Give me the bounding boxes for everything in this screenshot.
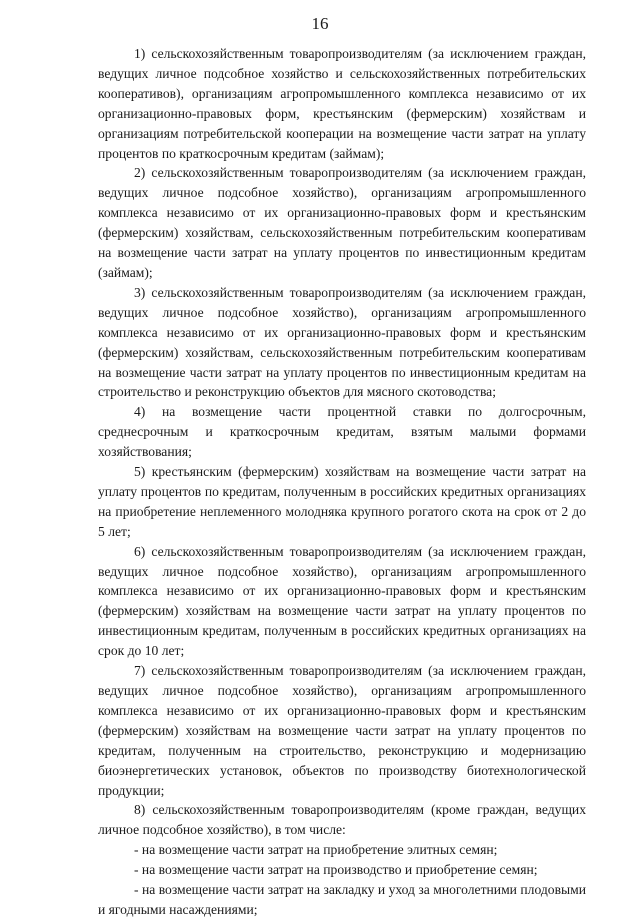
sub-item-seed-production: - на возмещение части затрат на производство и приобретение семян; — [134, 862, 538, 878]
list-item-6: 6) сельскохозяйственным товаропроизводителям (за исключением граждан, ведущих личное подсобное хозяйство), организациям агропромышленного комплекса независимо от их организационно-правовых форм и крестьянским (фермерским) хозяйствам на возмещение части затрат на уплату процентов по инвестиционным кредитам, полученным в российских кредитных организациях на срок до 10 лет; — [98, 543, 586, 659]
list-item-3: 3) сельскохозяйственным товаропроизводителям (за исключением граждан, ведущих личное подсобное хозяйство), организациям агропромышленного комплекса независимо от их организационно-правовых форм и крестьянским (фермерским) хозяйствам, сельскохозяйственным потребительским кооперативам на возмещение части затрат на уплату процентов по инвестиционным кредитам на строительство и реконструкцию объектов для мясного скотоводства; — [98, 284, 586, 400]
list-item-2: 2) сельскохозяйственным товаропроизводителям (за исключением граждан, ведущих личное подсобное хозяйство), организациям агропромышленного комплекса независимо от их организационно-правовых форм и крестьянским (фермерским) хозяйствам, сельскохозяйственным потребительским кооперативам на возмещение части затрат на уплату процентов по инвестиционным кредитам (займам); — [98, 165, 586, 280]
list-item-1: 1) сельскохозяйственным товаропроизводителям (за исключением граждан, ведущих личное подсобное хозяйство и сельскохозяйственных потребительских кооперативов), организациям агропромышленного комплекса независимо от их организационно-правовых форм, крестьянским (фермерским) хозяйствам и организациям потребительской кооперации на возмещение части затрат на уплату процентов по краткосрочным кредитам (займам); — [98, 46, 586, 161]
page-number: 16 — [311, 14, 329, 33]
list-item-4: 4) на возмещение части процентной ставки по долгосрочным, среднесрочным и краткосрочным кредитам, взятым малыми формами хозяйствования; — [98, 404, 586, 460]
list-item-5: 5) крестьянским (фермерским) хозяйствам на возмещение части затрат на уплату процентов по кредитам, полученным в российских кредитных организациях на приобретение неплеменного молодняка крупного рогатого скота на срок от 2 до 5 лет; — [98, 464, 586, 539]
list-item-8: 8) сельскохозяйственным товаропроизводителям (кроме граждан, ведущих личное подсобное хозяйство), в том числе: — [98, 802, 586, 838]
sub-item-perennial-plantings: - на возмещение части затрат на закладку и уход за многолетними плодовыми и ягодными насаждениями; — [98, 882, 586, 917]
list-item-7: 7) сельскохозяйственным товаропроизводителям (за исключением граждан, ведущих личное подсобное хозяйство), организациям агропромышленного комплекса независимо от их организационно-правовых форм и крестьянским (фермерским) хозяйствам на возмещение части затрат на уплату процентов по кредитам, полученным на строительство, реконструкцию и модернизацию биоэнергетических установок, объектов по производству биотехнологической продукции; — [98, 663, 586, 798]
sub-item-elite-seeds: - на возмещение части затрат на приобретение элитных семян; — [134, 842, 498, 858]
document-body — [98, 44, 586, 920]
